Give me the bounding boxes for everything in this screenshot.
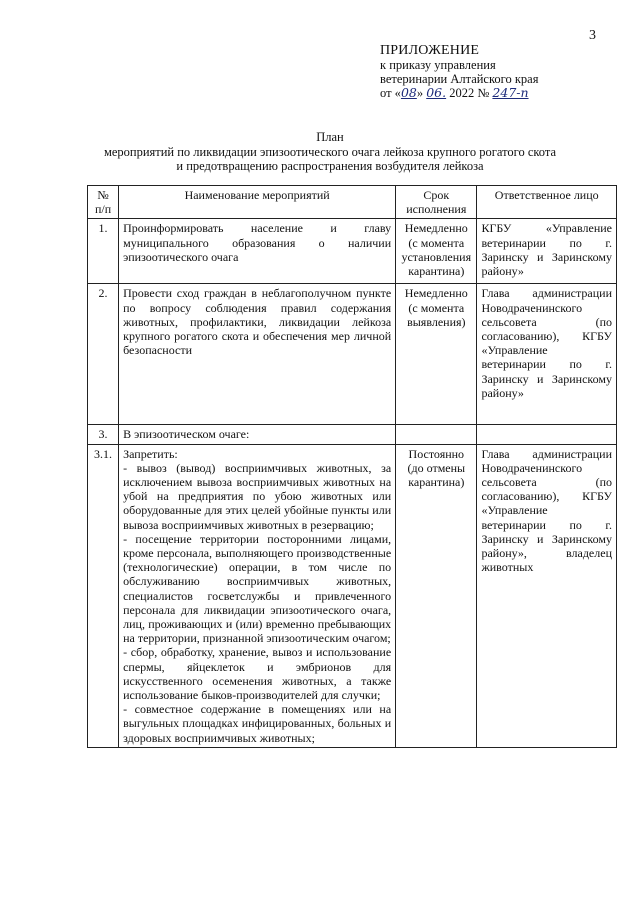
row-term: Немедленно (с момента выявления) [396,284,477,425]
row-num: 3. [88,425,119,444]
plan-title-line-1: План [316,130,344,144]
header-name: Наименование мероприятий [119,186,396,219]
row-name: В эпизоотическом очаге: [119,425,396,444]
page-number: 3 [589,28,596,43]
row-name: Проинформировать население и главу муниципального образования о наличии эпизоотического очага [119,219,396,284]
order-date-line [380,86,538,100]
row-num: 2. [88,284,119,425]
header-term: Срок исполнения [396,186,477,219]
row-term: Немедленно (с момента установления карантина) [396,219,477,284]
header-num: № п/п [88,186,119,219]
plan-title-line-2: мероприятий по ликвидации эпизоотического очага лейкоза крупного рогатого скота [103,144,557,159]
appendix-line-2: ветеринарии Алтайского края [380,72,539,86]
row-term: Постоянно (до отмены карантина) [396,444,477,747]
row-resp: Глава администрации Новодраченинского сельсовета (по согласованию), КГБУ «Управление ветеринарии по г. Заринску и Заринскому району» [477,284,617,425]
appendix-title: ПРИЛОЖЕНИЕ [380,43,480,58]
appendix-line-1: к приказу управления [380,58,496,72]
plan-title-line-3: и предотвращению распространения возбудителя лейкоза [176,159,484,173]
row-resp: КГБУ «Управление ветеринарии по г. Заринску и Заринскому району» [477,219,617,284]
date-month: 06. [426,85,447,100]
row-name: Провести сход граждан в неблагополучном пункте по вопросу соблюдения правил содержания животных, профилактики, ликвидации лейкоза крупного рогатого скота и обеспечения мер личной безопасности [119,284,396,425]
row-num: 3.1. [88,444,119,747]
table-row [88,444,617,747]
date-day: 08 [400,85,417,100]
prohibit-item: - вывоз (вывод) восприимчивых животных, за исключением вывоза восприимчивых животных на убой на предприятия по убою животных или оборудованные для этих целей убойные пункты или вывоза восприимчивых животных в резервацию; [123,460,392,532]
row-num: 1. [88,219,119,284]
date-mid: » [416,86,427,100]
row-term-empty [396,425,477,444]
date-year: 2022 № [446,86,493,100]
prohibit-item: - совместное содержание в помещениях или на выгульных площадках инфицированных, больных и здоровых восприимчивых животных; [123,702,392,745]
row-resp-empty [477,425,617,444]
prohibit-item: - сбор, обработку, хранение, вывоз и использование спермы, яйцеклеток и эмбрионов для искусственного осеменения животных, а также использование быков-производителей для случки; [123,645,392,703]
row-name-list [119,444,396,747]
plan-table [87,185,617,748]
plan-title [80,130,580,174]
table-row [88,425,617,444]
date-prefix: от « [380,86,401,100]
prohibit-item: - посещение территории посторонними лицами, кроме персонала, выполняющего производственные (технологические) операции, в том числе по обслуживанию восприимчивых животных, специалистов госветслужбы и привлеченного персонала для ликвидации эпизоотического очага, лиц, проживающих и (или) временно пребывающих на территории, признанной эпизоотическим очагом; [123,531,392,646]
order-number: 247-п [492,85,529,100]
header-resp: Ответственное лицо [477,186,617,219]
table-header-row [88,186,617,219]
table-row [88,284,617,425]
table-row [88,219,617,284]
prohibit-heading: Запретить: [123,446,178,461]
appendix-header [380,44,538,100]
row-resp: Глава администрации Новодраченинского сельсовета (по согласованию), КГБУ «Управление ветеринарии по г. Заринску и Заринскому району», владелец животных [477,444,617,747]
